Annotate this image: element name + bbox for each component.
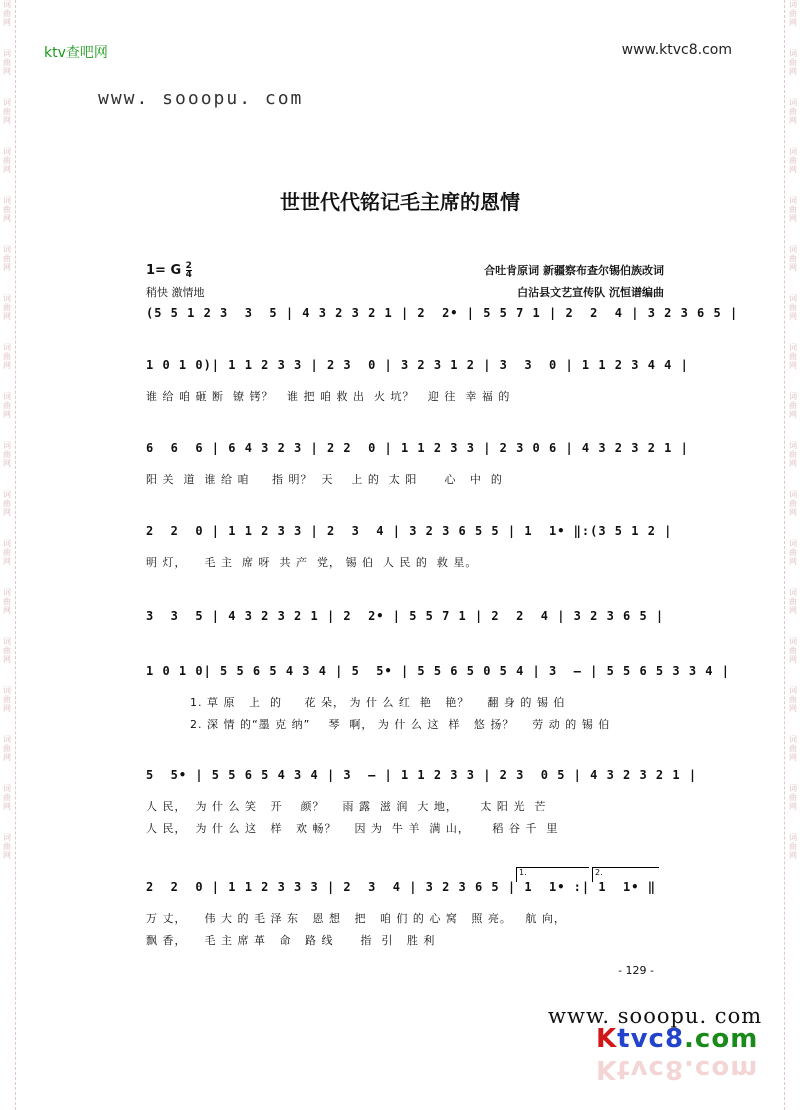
- logo-reflection: [596, 1054, 758, 1084]
- lyrics-line: 1. 草 原 上 的 花 朵， 为 什 么 红 艳 艳？ 翻 身 的 锡 伯: [190, 696, 566, 709]
- site-url-header: www.ktvc8.com: [621, 42, 732, 58]
- score-notes-row: 3 3 5 | 4 3 2 3 2 1 | 2 2• | 5 5 7 1 | 2 2 4 | 3 2 3 6 5 |: [146, 609, 665, 623]
- margin-glyph: 网: [789, 802, 797, 811]
- score-notes-row: 1 0 1 0| 5 5 6 5 4 3 4 | 5 5• | 5 5 6 5 0 5 4 | 3 — | 5 5 6 5 3 3 4 |: [146, 664, 730, 678]
- margin-glyph: 曲: [789, 744, 797, 753]
- margin-glyph: 曲: [789, 205, 797, 214]
- margin-glyph: 网: [789, 361, 797, 370]
- margin-glyph: 网: [3, 851, 11, 860]
- tempo-marking: 稍快 激情地: [146, 286, 205, 299]
- margin-glyph: 词: [3, 490, 11, 499]
- margin-glyph: 曲: [789, 842, 797, 851]
- margin-glyph: 曲: [789, 156, 797, 165]
- margin-glyph: 曲: [789, 548, 797, 557]
- margin-glyph: 词: [789, 686, 797, 695]
- lyrics-line: 万 丈， 伟 大 的 毛 泽 东 恩 想 把 咱 们 的 心 窝 照 亮。 航 向，: [146, 912, 566, 925]
- song-title: 世世代代铭记毛主席的恩情: [280, 190, 520, 214]
- margin-glyph: 网: [3, 312, 11, 321]
- margin-glyph: 曲: [3, 401, 11, 410]
- margin-glyph: 曲: [3, 352, 11, 361]
- lyrics-line: 阳 关 道 谁 给 咱 指 明？ 天 上 的 太 阳 心 中 的: [146, 473, 503, 486]
- margin-glyph: 曲: [3, 58, 11, 67]
- score-notes-row: 1 0 1 0)| 1 1 2 3 3 | 2 3 0 | 3 2 3 1 2 | 3 3 0 | 1 1 2 3 4 4 |: [146, 358, 689, 372]
- margin-glyph: 曲: [789, 352, 797, 361]
- margin-glyph: 词: [3, 784, 11, 793]
- margin-glyph: 词: [789, 0, 797, 9]
- score-notes-row: 5 5• | 5 5 6 5 4 3 4 | 3 — | 1 1 2 3 3 | 2 3 0 5 | 4 3 2 3 2 1 |: [146, 768, 698, 782]
- margin-glyph: 词: [3, 588, 11, 597]
- time-denominator: 4: [185, 270, 192, 280]
- margin-glyph: 网: [3, 508, 11, 517]
- margin-glyph: 网: [3, 361, 11, 370]
- lyrics-line: 明 灯， 毛 主 席 呀 共 产 党， 锡 伯 人 民 的 救 星。: [146, 556, 478, 569]
- margin-glyph: 曲: [3, 107, 11, 116]
- margin-glyph: 网: [789, 753, 797, 762]
- margin-glyph: 网: [789, 116, 797, 125]
- margin-glyph: 网: [3, 557, 11, 566]
- margin-glyph: 词: [3, 833, 11, 842]
- margin-glyph: 曲: [789, 597, 797, 606]
- margin-glyph: 词: [789, 392, 797, 401]
- margin-glyph: 网: [3, 410, 11, 419]
- margin-glyph: 曲: [789, 695, 797, 704]
- margin-glyph: 词: [3, 637, 11, 646]
- margin-glyph: 词: [3, 196, 11, 205]
- margin-glyph: 词: [789, 637, 797, 646]
- margin-glyph: 词: [789, 147, 797, 156]
- margin-glyph: 网: [789, 410, 797, 419]
- logo-k: K: [596, 1024, 618, 1054]
- margin-glyph: 网: [3, 214, 11, 223]
- margin-glyph: 网: [3, 263, 11, 272]
- margin-glyph: 词: [3, 539, 11, 548]
- margin-glyph: 词: [789, 49, 797, 58]
- margin-glyph: 曲: [789, 499, 797, 508]
- margin-glyph: 网: [3, 655, 11, 664]
- margin-glyph: 词: [3, 686, 11, 695]
- margin-glyph: 曲: [789, 9, 797, 18]
- margin-glyph: 曲: [789, 58, 797, 67]
- margin-glyph: 网: [789, 312, 797, 321]
- margin-glyph: 曲: [3, 548, 11, 557]
- margin-glyph: 词: [3, 441, 11, 450]
- margin-glyph: 网: [3, 802, 11, 811]
- margin-glyph: 网: [789, 606, 797, 615]
- margin-glyph: 曲: [3, 597, 11, 606]
- margin-glyph: 网: [789, 459, 797, 468]
- time-numerator: 2: [185, 261, 192, 271]
- margin-glyph: 词: [3, 735, 11, 744]
- key-signature: [146, 262, 192, 279]
- margin-glyph: 曲: [789, 450, 797, 459]
- logo-reflection-com: .com: [684, 1054, 759, 1084]
- margin-glyph: 网: [789, 655, 797, 664]
- margin-glyph: 曲: [3, 744, 11, 753]
- page-number: - 129 -: [618, 964, 654, 977]
- logo-reflection-tvc8: tvc8: [617, 1054, 685, 1084]
- margin-glyph: 网: [3, 18, 11, 27]
- margin-glyph: 网: [789, 557, 797, 566]
- margin-glyph: 曲: [789, 401, 797, 410]
- lyrics-line: 谁 给 咱 砸 断 镣 铐？ 谁 把 咱 救 出 火 坑？ 迎 往 幸 福 的: [146, 390, 511, 403]
- right-margin-watermark: [786, 0, 800, 1110]
- score-notes-row: 6 6 6 | 6 4 3 2 3 | 2 2 0 | 1 1 2 3 3 | 2 3 0 6 | 4 3 2 3 2 1 |: [146, 441, 689, 455]
- margin-glyph: 词: [789, 245, 797, 254]
- margin-glyph: 网: [3, 165, 11, 174]
- credits-arranger: 白沾县文艺宣传队 沉恒谱编曲: [517, 286, 664, 299]
- lyrics-line: 2. 深 情 的“墨 克 纳” 琴 啊， 为 什 么 这 样 悠 扬？ 劳 动 的 锡 伯: [190, 718, 611, 731]
- margin-glyph: 曲: [3, 205, 11, 214]
- logo-com: .com: [684, 1024, 759, 1054]
- right-margin-rule: [784, 0, 785, 1110]
- score-notes-row: (5 5 1 2 3 3 5 | 4 3 2 3 2 1 | 2 2• | 5 5 7 1 | 2 2 4 | 3 2 3 6 5 |: [146, 306, 739, 320]
- margin-glyph: 曲: [3, 9, 11, 18]
- margin-glyph: 网: [3, 753, 11, 762]
- margin-glyph: 词: [789, 539, 797, 548]
- time-signature: [186, 262, 192, 279]
- score-notes-row: 2 2 0 | 1 1 2 3 3 | 2 3 4 | 3 2 3 6 5 5 | 1 1• ‖:(3 5 1 2 |: [146, 524, 673, 538]
- margin-glyph: 曲: [3, 793, 11, 802]
- margin-glyph: 网: [789, 214, 797, 223]
- margin-glyph: 曲: [3, 303, 11, 312]
- margin-glyph: 曲: [789, 793, 797, 802]
- margin-glyph: 词: [789, 441, 797, 450]
- site-name-header: ktv查吧网: [44, 45, 108, 61]
- ktvc8-logo: [596, 1024, 758, 1054]
- margin-glyph: 网: [789, 67, 797, 76]
- margin-glyph: 词: [3, 392, 11, 401]
- margin-glyph: 网: [3, 704, 11, 713]
- margin-glyph: 网: [789, 18, 797, 27]
- margin-glyph: 曲: [3, 450, 11, 459]
- margin-glyph: 词: [789, 833, 797, 842]
- margin-glyph: 词: [3, 294, 11, 303]
- lyrics-line: 人 民， 为 什 么 这 样 欢 畅？ 因 为 牛 羊 满 山， 稻 谷 千 里: [146, 822, 559, 835]
- left-margin-watermark: [0, 0, 14, 1110]
- margin-glyph: 词: [789, 784, 797, 793]
- margin-glyph: 网: [3, 606, 11, 615]
- watermark-url-top: www. sooopu. com: [98, 88, 304, 109]
- margin-glyph: 曲: [789, 107, 797, 116]
- margin-glyph: 词: [789, 490, 797, 499]
- margin-glyph: 曲: [789, 646, 797, 655]
- margin-glyph: 词: [789, 196, 797, 205]
- margin-glyph: 曲: [3, 156, 11, 165]
- logo-tvc8: tvc8: [617, 1024, 685, 1054]
- key-main: 1= G: [146, 263, 182, 278]
- margin-glyph: 网: [789, 704, 797, 713]
- margin-glyph: 词: [3, 343, 11, 352]
- margin-glyph: 词: [789, 294, 797, 303]
- margin-glyph: 曲: [3, 499, 11, 508]
- margin-glyph: 网: [3, 116, 11, 125]
- margin-glyph: 词: [789, 343, 797, 352]
- credits-lyrics: 合吐肯原词 新疆察布查尔锡伯族改词: [484, 264, 664, 277]
- watermark-url-bottom: www. sooopu. com: [548, 1004, 763, 1028]
- margin-glyph: 曲: [789, 303, 797, 312]
- lyrics-line: 人 民， 为 什 么 笑 开 颜？ 雨 露 滋 润 大 地， 太 阳 光 芒: [146, 800, 547, 813]
- margin-glyph: 曲: [789, 254, 797, 263]
- margin-glyph: 曲: [3, 695, 11, 704]
- margin-glyph: 网: [3, 67, 11, 76]
- logo-reflection-k: K: [596, 1054, 618, 1084]
- margin-glyph: 网: [789, 165, 797, 174]
- margin-glyph: 曲: [3, 842, 11, 851]
- score-notes-row: 2 2 0 | 1 1 2 3 3 3 | 2 3 4 | 3 2 3 6 5 | 1 1• :| 1 1• ‖: [146, 880, 656, 894]
- margin-glyph: 词: [789, 98, 797, 107]
- margin-glyph: 词: [789, 735, 797, 744]
- first-ending-bracket: 1.: [516, 867, 589, 882]
- margin-glyph: 词: [789, 588, 797, 597]
- margin-glyph: 词: [3, 0, 11, 9]
- margin-glyph: 词: [3, 49, 11, 58]
- margin-glyph: 词: [3, 98, 11, 107]
- margin-glyph: 曲: [3, 254, 11, 263]
- second-ending-bracket: 2.: [592, 867, 659, 882]
- margin-glyph: 词: [3, 245, 11, 254]
- margin-glyph: 网: [789, 508, 797, 517]
- margin-glyph: 词: [3, 147, 11, 156]
- margin-glyph: 网: [3, 459, 11, 468]
- margin-glyph: 网: [789, 263, 797, 272]
- lyrics-line: 飘 香， 毛 主 席 革 命 路 线 指 引 胜 利: [146, 934, 436, 947]
- margin-glyph: 曲: [3, 646, 11, 655]
- left-margin-rule: [15, 0, 16, 1110]
- margin-glyph: 网: [789, 851, 797, 860]
